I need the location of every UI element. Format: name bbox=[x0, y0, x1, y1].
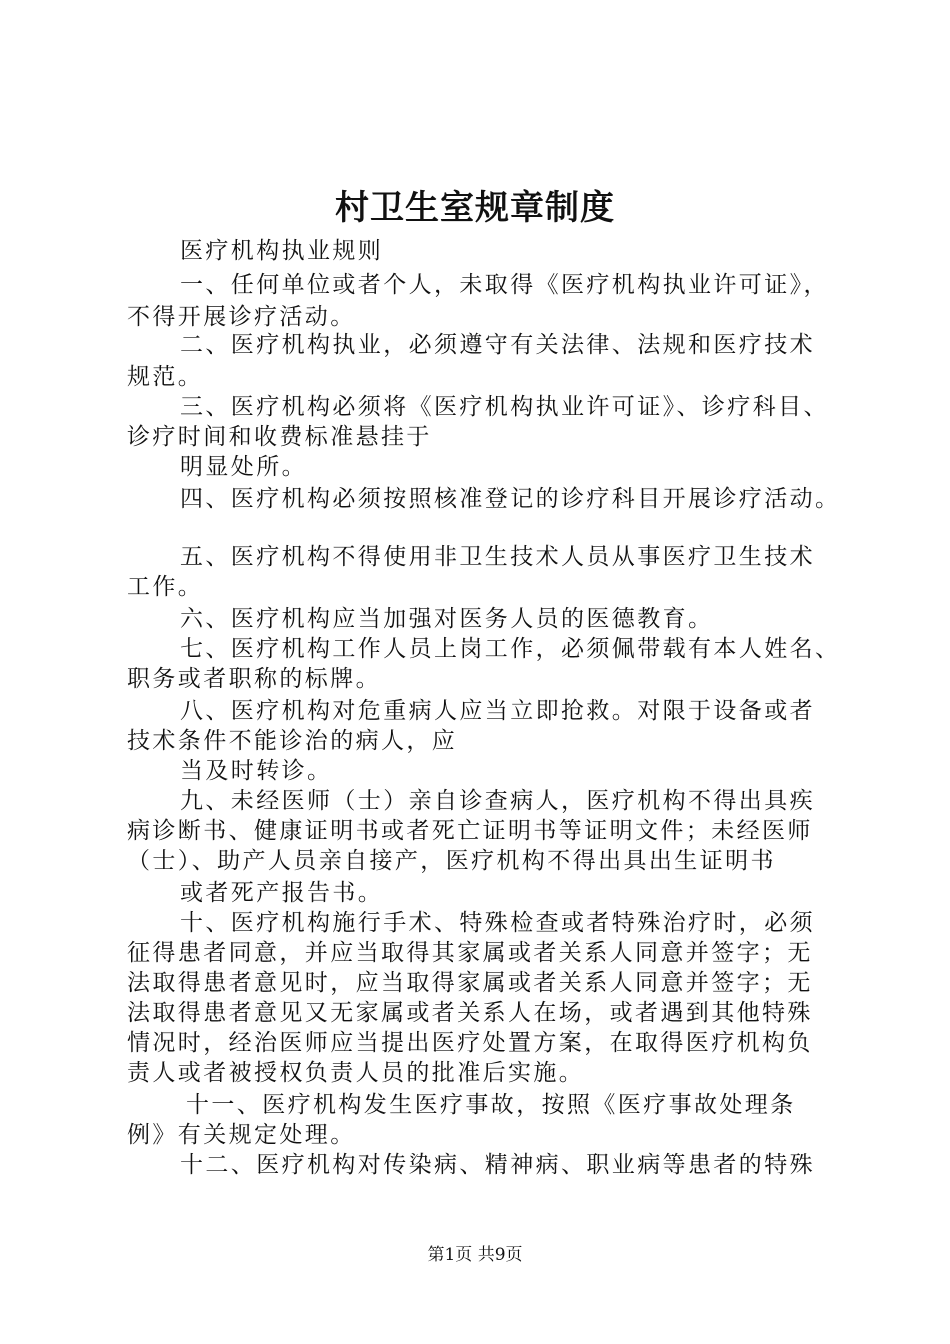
text-line: 责人或者被授权负责人员的批准后实施。 bbox=[127, 1060, 585, 1086]
text-line: 十一、医疗机构发生医疗事故，按照《医疗事故处理条 bbox=[186, 1092, 796, 1118]
text-line: 八、医疗机构对危重病人应当立即抢救。对限于设备或者 bbox=[180, 698, 815, 724]
document-title: 村卫生室规章制度 bbox=[335, 188, 615, 228]
text-line: 二、医疗机构执业，必须遵守有关法律、法规和医疗技术 bbox=[180, 332, 815, 358]
text-line: 四、医疗机构必须按照核准登记的诊疗科目开展诊疗活动。 bbox=[180, 486, 841, 512]
text-line: 法取得患者意见时，应当取得家属或者关系人同意并签字；无 bbox=[127, 970, 813, 996]
text-line: 明显处所。 bbox=[180, 454, 307, 480]
text-line: 规范。 bbox=[127, 364, 204, 390]
text-line: 例》有关规定处理。 bbox=[127, 1122, 356, 1148]
text-line: 九、未经医师（士）亲自诊查病人，医疗机构不得出具疾 bbox=[180, 788, 815, 814]
text-line: 诊疗时间和收费标准悬挂于 bbox=[127, 424, 432, 450]
text-line: 征得患者同意，并应当取得其家属或者关系人同意并签字；无 bbox=[127, 940, 813, 966]
text-line: （士）、助产人员亲自接产，医疗机构不得出具出生证明书 bbox=[127, 848, 776, 874]
text-line: 医疗机构执业规则 bbox=[180, 238, 384, 264]
text-line: 病诊断书、健康证明书或者死亡证明书等证明文件；未经医师 bbox=[127, 818, 813, 844]
text-line: 六、医疗机构应当加强对医务人员的医德教育。 bbox=[180, 606, 714, 632]
text-line: 或者死产报告书。 bbox=[180, 880, 384, 906]
text-line: 三、医疗机构必须将《医疗机构执业许可证》、诊疗科目、 bbox=[180, 394, 829, 420]
text-line: 当及时转诊。 bbox=[180, 758, 333, 784]
page-number: 第1页 共9页 bbox=[427, 1245, 523, 1265]
text-line: 情况时，经治医师应当提出医疗处置方案，在取得医疗机构负 bbox=[127, 1030, 813, 1056]
text-line: 工作。 bbox=[127, 574, 204, 600]
text-line: 十二、医疗机构对传染病、精神病、职业病等患者的特殊 bbox=[180, 1152, 815, 1178]
text-line: 不得开展诊疗活动。 bbox=[127, 304, 356, 330]
text-line: 技术条件不能诊治的病人，应 bbox=[127, 728, 458, 754]
text-line: 一、任何单位或者个人，未取得《医疗机构执业许可证》， bbox=[180, 272, 829, 298]
text-line: 七、医疗机构工作人员上岗工作，必须佩带载有本人姓名、 bbox=[180, 636, 841, 662]
text-line: 法取得患者意见又无家属或者关系人在场，或者遇到其他特殊 bbox=[127, 1000, 813, 1026]
text-line: 职务或者职称的标牌。 bbox=[127, 666, 381, 692]
text-line: 五、医疗机构不得使用非卫生技术人员从事医疗卫生技术 bbox=[180, 544, 815, 570]
text-line: 十、医疗机构施行手术、特殊检查或者特殊治疗时，必须 bbox=[180, 910, 815, 936]
